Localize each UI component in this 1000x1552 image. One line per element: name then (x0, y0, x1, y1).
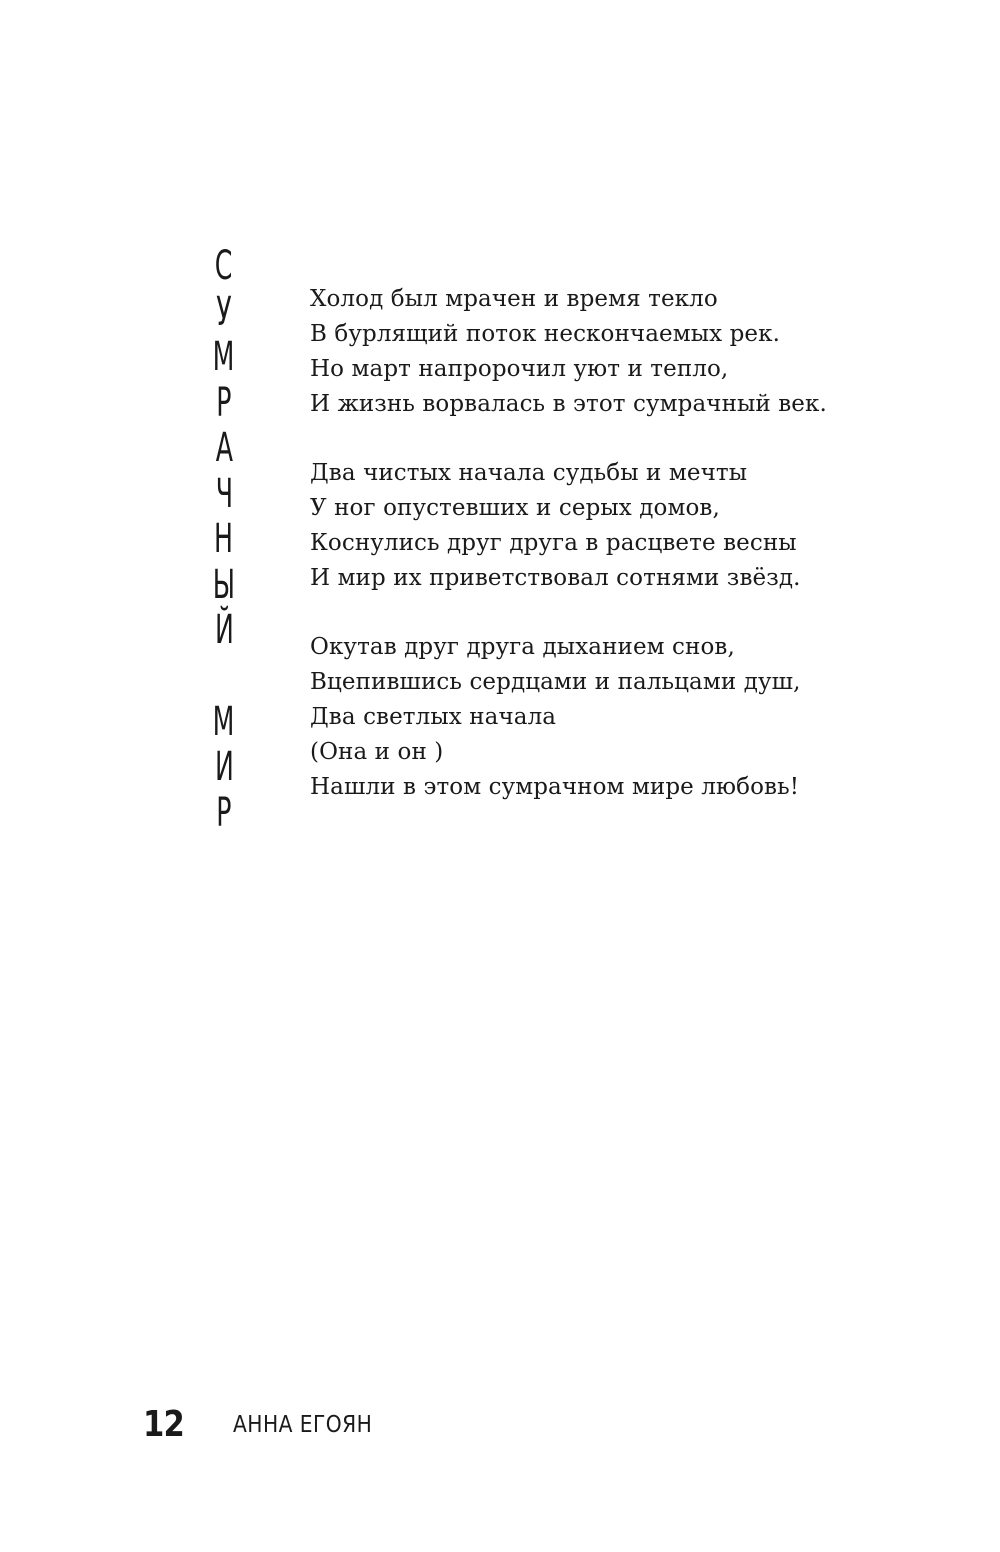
vertical-title (196, 244, 252, 836)
poem-line: Два чистых начала судьбы и мечты (310, 460, 748, 486)
poem-line: (Она и он ) (310, 739, 444, 765)
poem-line: Коснулись друг друга в расцвете весны (310, 530, 797, 556)
author-name: АННА ЕГОЯН (233, 1411, 373, 1438)
poem-line: В бурлящий поток нескончаемых рек. (310, 321, 781, 347)
poem-line: Окутав друг друга дыханием снов, (310, 634, 735, 660)
poem-line: Вцепившись сердцами и пальцами душ, (310, 669, 801, 695)
poem-line: Два светлых начала (310, 704, 557, 730)
poem (310, 282, 910, 839)
title-letter: М (213, 698, 235, 745)
poem-line: Холод был мрачен и время текло (310, 286, 718, 312)
poem-line: Нашли в этом сумрачном мире любовь! (310, 774, 800, 800)
poem-line: И жизнь ворвалась в этот сумрачный век. (310, 391, 827, 417)
poem-line: У ног опустевших и серых домов, (310, 495, 720, 521)
title-letter: У (216, 288, 232, 335)
poem-stanza (310, 630, 910, 805)
title-letter: М (213, 334, 235, 380)
title-letter: И (214, 744, 234, 790)
title-letter: Р (216, 789, 232, 836)
page-number: 12 (143, 1404, 184, 1445)
poem-stanza (310, 282, 910, 422)
title-letter: Р (216, 379, 232, 426)
poem-line: Но март напророчил уют и тепло, (310, 356, 729, 382)
title-letter: Ы (212, 561, 236, 608)
title-letter: Й (214, 607, 234, 653)
title-letter: Н (214, 516, 234, 562)
title-letter: А (215, 425, 233, 471)
page-footer (143, 1404, 391, 1445)
title-letter: Ч (215, 470, 233, 517)
title-letter: С (215, 243, 233, 289)
poem-line: И мир их приветствовал сотнями звёзд. (310, 565, 801, 591)
poem-stanza (310, 456, 910, 596)
